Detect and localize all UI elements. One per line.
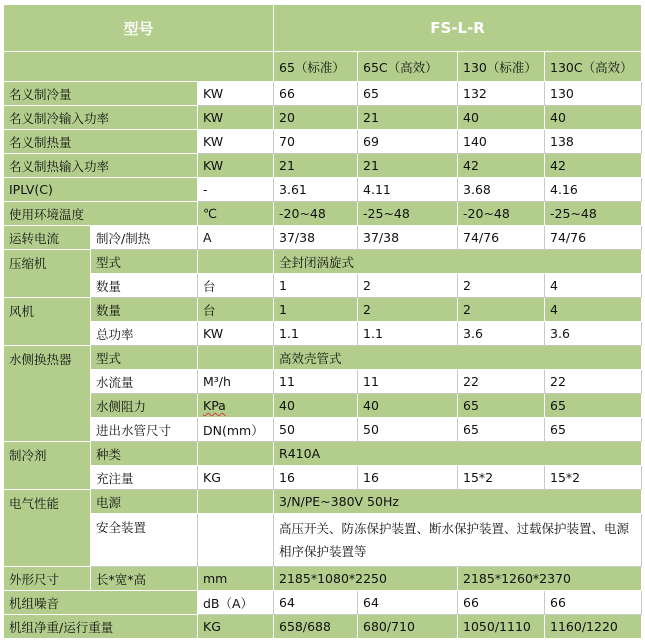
row-unit-blank (198, 250, 274, 274)
cell-value: 40 (358, 394, 458, 418)
cell-value: 22 (545, 370, 642, 394)
table-row (4, 154, 642, 178)
row-unit: mm (198, 567, 274, 591)
cell-value: 66 (545, 591, 642, 615)
row-unit: dB（A） (198, 591, 274, 615)
row-sublabel: 充注量 (91, 466, 198, 490)
row-sublabel: 数量 (91, 274, 198, 298)
row-unit: KW (198, 106, 274, 130)
row-unit-text: KPa (203, 398, 226, 413)
cell-value: 16 (358, 466, 458, 490)
cell-value: 42 (458, 154, 545, 178)
table-row (4, 82, 642, 106)
row-sublabel: 总功率 (91, 322, 198, 346)
cell-value: -20~48 (274, 202, 358, 226)
row-unit-blank (198, 514, 274, 567)
row-sublabel: 进出水管尺寸 (91, 418, 198, 442)
row-label: 名义制冷量 (4, 82, 198, 106)
cell-value: 3.68 (458, 178, 545, 202)
cell-value: 21 (274, 154, 358, 178)
row-label: 电气性能 (4, 490, 91, 567)
cell-value: 20 (274, 106, 358, 130)
cell-value: 74/76 (545, 226, 642, 250)
variant-row (4, 52, 642, 82)
table-row (4, 394, 642, 418)
row-unit: M³/h (198, 370, 274, 394)
cell-value: 65 (458, 394, 545, 418)
table-row (4, 226, 642, 250)
row-unit: 台 (198, 274, 274, 298)
row-sublabel: 安全装置 (91, 514, 198, 567)
row-sublabel: 型式 (91, 250, 198, 274)
cell-value: 40 (545, 106, 642, 130)
cell-value: 132 (458, 82, 545, 106)
row-label: 使用环境温度 (4, 202, 198, 226)
cell-value: 64 (358, 591, 458, 615)
cell-value: -25~48 (545, 202, 642, 226)
table-row (4, 514, 642, 567)
cell-value: 65 (358, 82, 458, 106)
row-sublabel: 数量 (91, 298, 198, 322)
cell-value: 11 (274, 370, 358, 394)
row-unit: ℃ (198, 202, 274, 226)
row-unit: - (198, 178, 274, 202)
row-label: 机组净重/运行重量 (4, 615, 198, 639)
row-label: 名义制热量 (4, 130, 198, 154)
cell-value: 74/76 (458, 226, 545, 250)
table-row (4, 466, 642, 490)
table-row (4, 567, 642, 591)
row-unit: KW (198, 154, 274, 178)
cell-value: 1160/1220 (545, 615, 642, 639)
cell-value: 22 (458, 370, 545, 394)
table-row (4, 322, 642, 346)
cell-value: 15*2 (545, 466, 642, 490)
cell-value: 140 (458, 130, 545, 154)
row-label: IPLV(C) (4, 178, 198, 202)
row-sublabel: 制冷/制热 (91, 226, 198, 250)
cell-value: 1 (274, 298, 358, 322)
row-unit: KW (198, 322, 274, 346)
variant-label: 65C（高效） (358, 52, 458, 82)
cell-value: 高压开关、防冻保护装置、断水保护装置、过载保护装置、电源相序保护装置等 (274, 514, 642, 567)
row-label: 名义制热输入功率 (4, 154, 198, 178)
cell-value: 4 (545, 298, 642, 322)
cell-value: 全封闭涡旋式 (274, 250, 642, 274)
variant-label: 130C（高效） (545, 52, 642, 82)
row-label: 机组噪音 (4, 591, 198, 615)
table-row (4, 370, 642, 394)
cell-value: 21 (358, 154, 458, 178)
row-label: 运转电流 (4, 226, 91, 250)
cell-value: 65 (458, 418, 545, 442)
cell-value: 65 (545, 418, 642, 442)
cell-value: 2185*1260*2370 (458, 567, 642, 591)
cell-value: 3.6 (545, 322, 642, 346)
row-sublabel: 电源 (91, 490, 198, 514)
cell-value: 50 (274, 418, 358, 442)
cell-value: 70 (274, 130, 358, 154)
table-row (4, 490, 642, 514)
row-label: 压缩机 (4, 250, 91, 298)
table-row (4, 178, 642, 202)
row-label: 水侧换热器 (4, 346, 91, 442)
cell-value: 3/N/PE~380V 50Hz (274, 490, 642, 514)
cell-value: 2 (358, 298, 458, 322)
variant-label: 130（标准） (458, 52, 545, 82)
spec-table (3, 4, 642, 639)
table-row (4, 250, 642, 274)
cell-value: 42 (545, 154, 642, 178)
cell-value: 65 (545, 394, 642, 418)
cell-value: 2 (458, 298, 545, 322)
cell-value: -20~48 (458, 202, 545, 226)
row-unit: A (198, 226, 274, 250)
cell-value: 1050/1110 (458, 615, 545, 639)
row-unit: KW (198, 130, 274, 154)
table-row (4, 615, 642, 639)
cell-value: 3.61 (274, 178, 358, 202)
row-unit (198, 394, 274, 418)
cell-value: 40 (458, 106, 545, 130)
cell-value: 2 (458, 274, 545, 298)
cell-value: 1.1 (274, 322, 358, 346)
row-label: 名义制冷输入功率 (4, 106, 198, 130)
header-row (4, 5, 642, 52)
model-label: 型号 (4, 5, 274, 52)
row-label: 外形尺寸 (4, 567, 91, 591)
row-label: 制冷剂 (4, 442, 91, 490)
row-unit-blank (198, 490, 274, 514)
cell-value: 66 (274, 82, 358, 106)
cell-value: 66 (458, 591, 545, 615)
table-row (4, 346, 642, 370)
cell-value: 3.6 (458, 322, 545, 346)
table-row (4, 130, 642, 154)
cell-value: 37/38 (358, 226, 458, 250)
cell-value: 11 (358, 370, 458, 394)
cell-value: 2 (358, 274, 458, 298)
cell-value: 680/710 (358, 615, 458, 639)
cell-value: 高效壳管式 (274, 346, 642, 370)
cell-value: 4.11 (358, 178, 458, 202)
cell-value: 50 (358, 418, 458, 442)
cell-value: 69 (358, 130, 458, 154)
table-row (4, 418, 642, 442)
variant-row-blank (4, 52, 274, 82)
cell-value: 1.1 (358, 322, 458, 346)
row-sublabel: 水流量 (91, 370, 198, 394)
row-unit-blank (198, 346, 274, 370)
row-sublabel: 种类 (91, 442, 198, 466)
row-unit: KG (198, 615, 274, 639)
cell-value: -25~48 (358, 202, 458, 226)
table-row (4, 106, 642, 130)
row-sublabel: 长*宽*高 (91, 567, 198, 591)
cell-value: 4.16 (545, 178, 642, 202)
cell-value: 16 (274, 466, 358, 490)
cell-value: 138 (545, 130, 642, 154)
cell-value: 130 (545, 82, 642, 106)
table-row (4, 442, 642, 466)
cell-value: 21 (358, 106, 458, 130)
cell-value: 1 (274, 274, 358, 298)
model-value: FS-L-R (274, 5, 642, 52)
cell-value: R410A (274, 442, 642, 466)
variant-label: 65（标准） (274, 52, 358, 82)
row-unit: DN(mm） (198, 418, 274, 442)
row-label: 风机 (4, 298, 91, 346)
cell-value: 40 (274, 394, 358, 418)
table-row (4, 202, 642, 226)
table-row (4, 274, 642, 298)
table-row (4, 298, 642, 322)
cell-value: 37/38 (274, 226, 358, 250)
row-unit-blank (198, 442, 274, 466)
cell-value: 15*2 (458, 466, 545, 490)
cell-value: 64 (274, 591, 358, 615)
table-row (4, 591, 642, 615)
cell-value: 658/688 (274, 615, 358, 639)
row-unit: KG (198, 466, 274, 490)
cell-value: 4 (545, 274, 642, 298)
row-sublabel: 水侧阻力 (91, 394, 198, 418)
row-unit: KW (198, 82, 274, 106)
row-unit: 台 (198, 298, 274, 322)
row-sublabel: 型式 (91, 346, 198, 370)
cell-value: 2185*1080*2250 (274, 567, 458, 591)
